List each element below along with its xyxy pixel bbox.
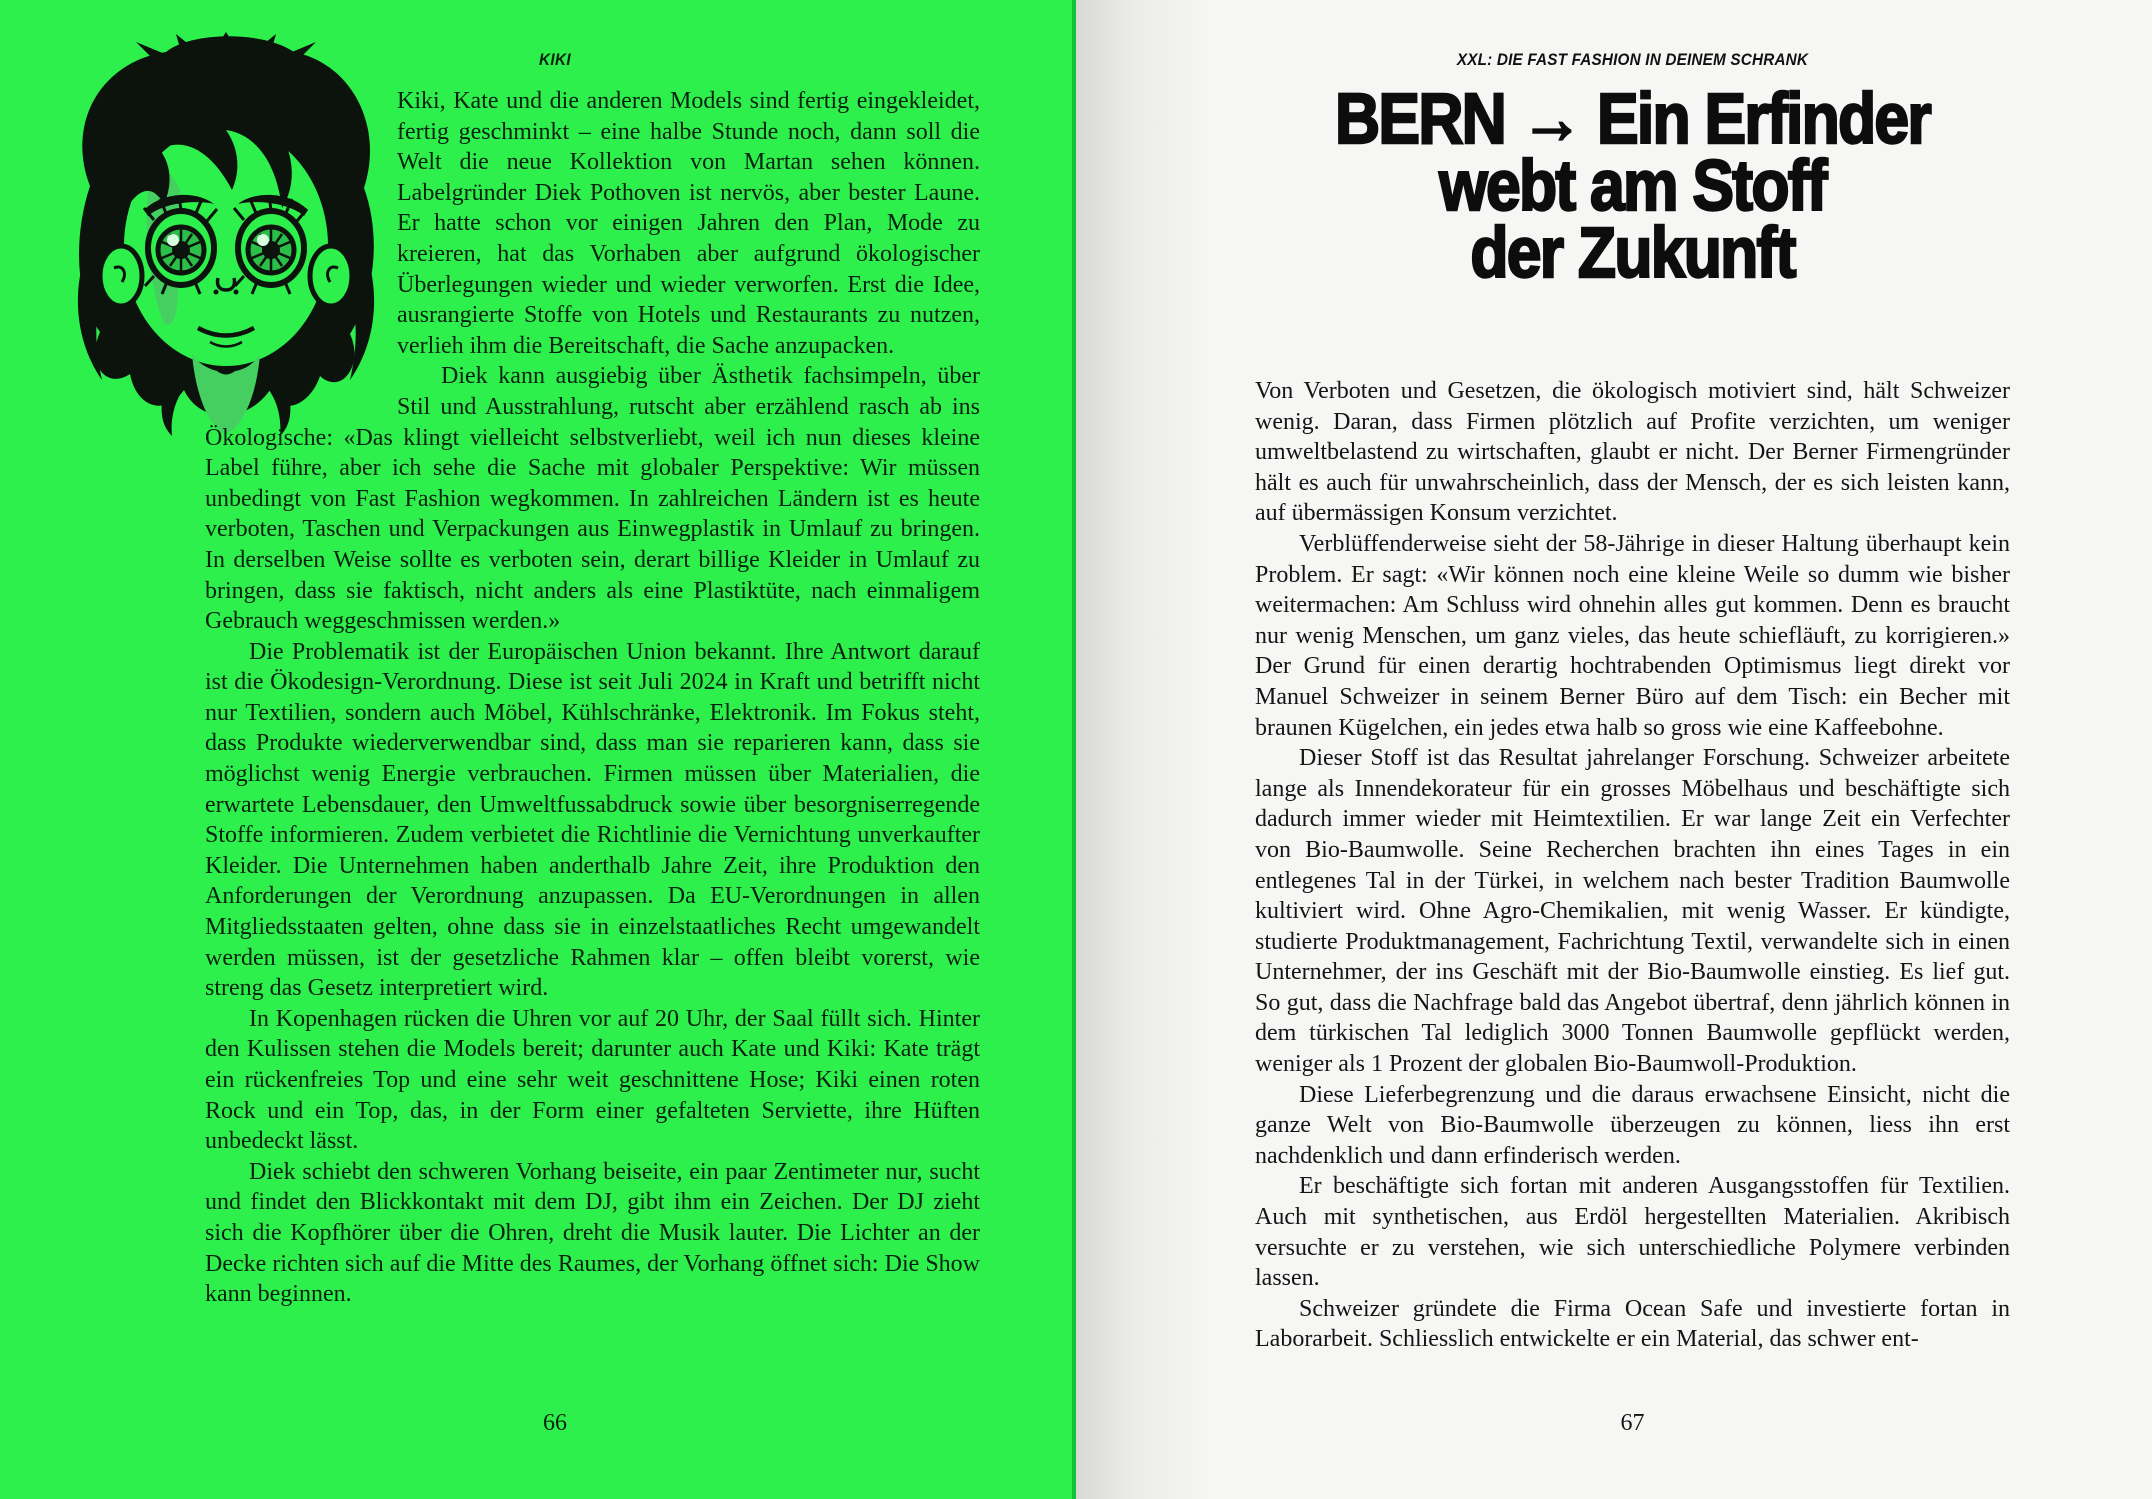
right-page xyxy=(1076,0,2152,1499)
left-paragraph-1: Kiki, Kate und die anderen Models sind fertig eingekleidet, fertig geschminkt – eine halbe Stunde noch, dann soll die Welt die neue Kollektion von Martan sehen können. Labelgründer Diek Pothoven ist nervös, aber bester Laune. Er hatte schon vor einigen Jahren den Plan, Mode zu kreieren, hat das Vorhaben aber aufgrund ökologischer Überlegungen wieder und wieder verworfen. Erst die Idee, ausrangierte Stoffe von Hotels und Restaurants zu nutzen, verlieh ihm die Bereitschaft, die Sache anzupacken. xyxy=(397,88,980,359)
left-paragraph-5: Diek schiebt den schweren Vorhang beiseite, ein paar Zentimeter nur, sucht und findet den Blickkontakt mit dem DJ, gibt ihm ein Zeichen. Der DJ zieht sich die Kopfhörer über die Ohren, dreht die Musik lauter. Die Lichter an der Decke richten sich auf die Mitte des Raumes, der Vorhang öffnet sich: Die Show kann beginnen. xyxy=(205,1158,980,1308)
right-paragraph-6: Schweizer gründete die Firma Ocean Safe und investierte fortan in Laborarbeit. Schliesslich entwickelte er ein Material, das schwer ent- xyxy=(1255,1295,2010,1353)
left-page-number: 66 xyxy=(543,1410,567,1436)
right-paragraph-5: Er beschäftigte sich fortan mit anderen Ausgangsstoffen für Textilien. Auch mit synthetischen, aus Erdöl hergestellten Materialien. Akribisch versuchte er zu verstehen, wie sich unterschiedliche Polymere verbinden lassen. xyxy=(1255,1173,2010,1292)
headline-line-2: webt am Stoff xyxy=(1439,147,1826,226)
illustration-wrap-spacer xyxy=(205,86,397,396)
left-paragraph-2: Diek kann ausgiebig über Ästhetik fachsimpeln, über Stil und Ausstrahlung, rutscht aber erzählend rasch ab ins Ökologische: «Das klingt vielleicht selbstverliebt, weil ich nun dieses kleine Label führe, aber ich sehe die Sache mit globaler Perspektive: Wir müssen unbedingt von Fast Fashion wegkommen. In zahlreichen Ländern ist es heute verboten, Taschen und Verpackungen aus Einwegplastik in Umlauf zu bringen. In derselben Weise sollte es verboten sein, derart billige Kleider in Umlauf zu bringen, dass sie faktisch, nicht anders als eine Plastiktüte, nach einmaligem Gebrauch weggeschmissen werden.» xyxy=(205,363,980,635)
left-paragraph-4: In Kopenhagen rücken die Uhren vor auf 20 Uhr, der Saal füllt sich. Hinter den Kulissen stehen die Models bereit; darunter auch Kate und Kiki: Kate trägt ein rückenfreies Top und eine sehr weit geschnittene Hose; Kiki einen roten Rock und ein Top, das, in der Form einer gefalteten Serviette, ihre Hüften unbedeckt lässt. xyxy=(205,1005,980,1155)
left-running-head: KIKI xyxy=(538,50,572,69)
right-paragraph-3: Dieser Stoff ist das Resultat jahrelanger Forschung. Schweizer arbeitete lange als Innendekorateur für ein grosses Möbelhaus und beschäftigte sich dadurch immer wieder mit Heimtextilien. Er war lange Zeit ein Verfechter von Bio-Baumwolle. Seine Recherchen brachten ihn eines Tages in ein entlegenes Tal in der Türkei, in welchem nach bester Tradition Baumwolle kultiviert wird. Ohne Agro-Chemikalien, mit wenig Wasser. Er kündigte, studierte Produktmanagement, Fachrichtung Textil, verwandelte sich in einen Unternehmer, der ins Geschäft mit der Bio-Baumwolle einstieg. Es lief gut. So gut, dass die Nachfrage bald das Angebot übertraf, denn jährlich können in dem türkischen Tal lediglich 3000 Tonnen Baumwolle gepflückt werden, weniger als 1 Prozent der globalen Bio-Baumwoll-Produktion. xyxy=(1255,745,2010,1078)
right-running-head: XXL: DIE FAST FASHION IN DEINEM SCHRANK xyxy=(1456,50,1809,69)
right-paragraph-2: Verblüffenderweise sieht der 58-Jährige in dieser Haltung überhaupt kein Problem. Er sagt: «Wir können noch eine kleine Weile so dumm wie bisher weitermachen: Am Schluss wird ohnehin alles gut kommen. Denn es braucht nur wenig Menschen, um ganz vieles, das heute schiefläuft, zu korrigieren.» Der Grund für einen derartig hochtrabenden Optimismus liegt direkt vor Manuel Schweizer in seinem Berner Büro auf dem Tisch: ein Becher mit braunen Kügelchen, ein jedes etwa halb so gross wie eine Kaffeebohne. xyxy=(1255,530,2010,741)
right-page-number: 67 xyxy=(1620,1410,1645,1436)
left-text-column xyxy=(205,86,980,1310)
left-paragraph-3: Die Problematik ist der Europäischen Union bekannt. Ihre Antwort darauf ist die Ökodesign-Verordnung. Diese ist seit Juli 2024 in Kraft und betrifft nicht nur Textilien, sondern auch Möbel, Kühlschränke, Elektronik. Im Fokus steht, dass Produkte wiederverwendbar sind, dass man sie reparieren kann, dass sie möglichst wenig Energie verbrauchen. Firmen müssen über Materialien, die erwartete Lebensdauer, den Umweltfussabdruck sowie über besorgniserregende Stoffe informieren. Zudem verbietet die Richtlinie die Vernichtung unverkaufter Kleider. Die Unternehmen haben anderthalb Jahre Zeit, ihre Produktion den Anforderungen der Verordnung anzupassen. Da EU-Verordnungen in allen Mitgliedsstaaten gelten, ohne dass sie in einzelstaatliches Recht umgewandelt werden müssen, ist der gesetzliche Rahmen klar – offen bleibt vorerst, wie streng das Gesetz interpretiert wird. xyxy=(205,638,980,1002)
right-paragraph-4: Diese Lieferbegrenzung und die daraus erwachsene Einsicht, nicht die ganze Welt von Bio-Baumwolle überzeugen zu können, liess ihn erst nachdenklich und dann erfinderisch werden. xyxy=(1255,1081,2010,1169)
headline-line-3: der Zukunft xyxy=(1470,214,1795,293)
right-paragraph-1: Von Verboten und Gesetzen, die ökologisch motiviert sind, hält Schweizer wenig. Daran, dass Firmen plötzlich auf Profite verzichten, um weniger umweltbelastend zu wirtschaften, glaubt er nicht. Der Berner Firmengründer hält es auch für unwahrscheinlich, dass der Mensch, der es sich leisten kann, auf übermässigen Konsum verzichtet. xyxy=(1255,378,2010,527)
headline-line-1: BERN → Ein Erfinder xyxy=(1335,80,1930,159)
article-headline xyxy=(1239,80,2027,293)
right-text-column xyxy=(1255,376,2010,1355)
